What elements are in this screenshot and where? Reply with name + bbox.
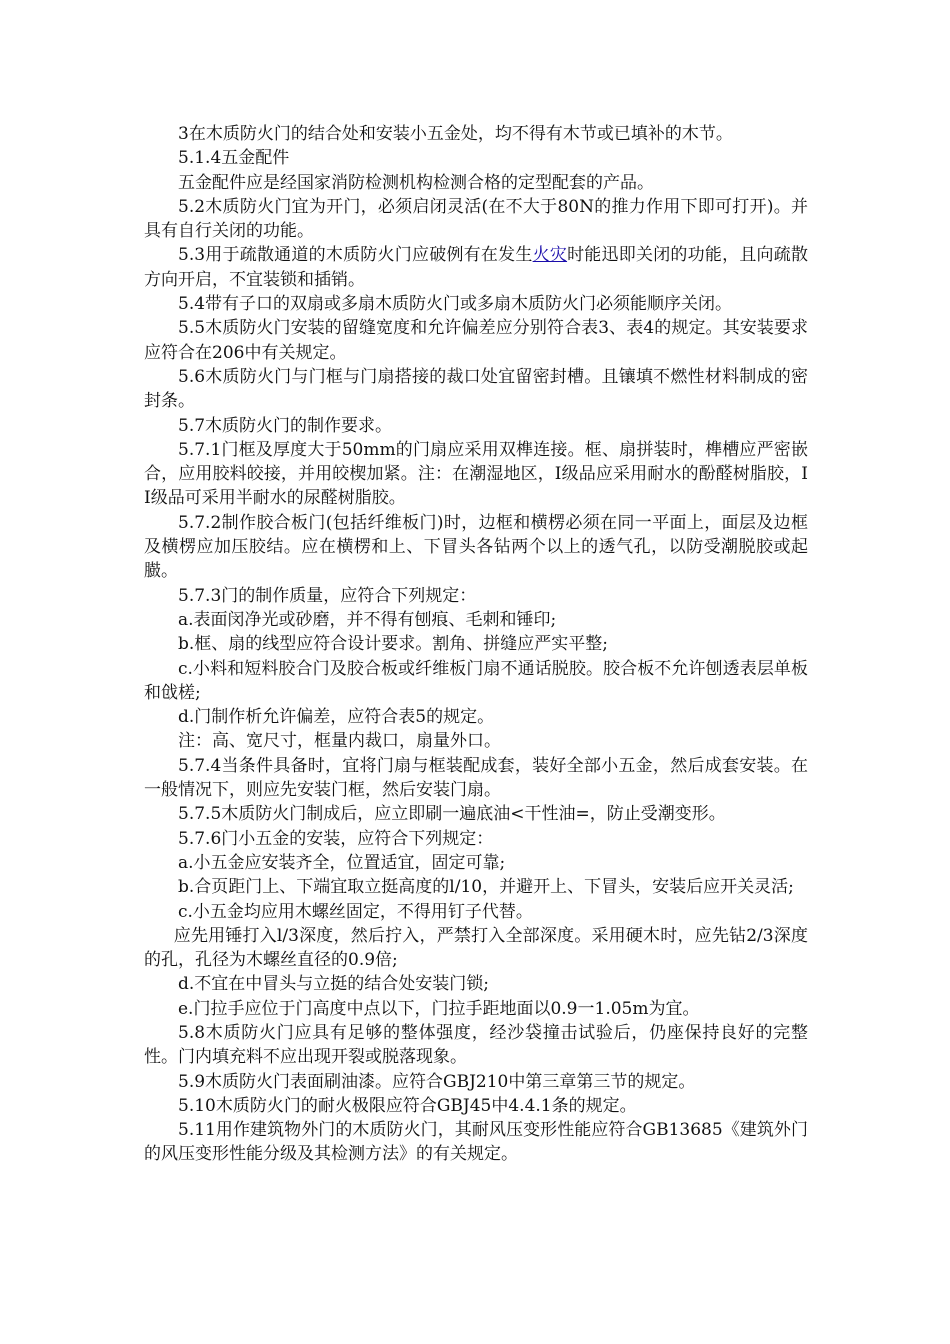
paragraph: 5.2木质防火门宜为开门，必须启闭灵活(在不大于80N的推力作用下即可打开)。并具有自行关闭的功能。: [144, 196, 808, 242]
list-item: b.合页距门上、下端宜取立挺高度的l/10，并避开上、下冒头，安装后应开关灵活;: [178, 877, 794, 898]
list-item: d.不宜在中冒头与立挺的结合处安装门锁;: [178, 974, 490, 995]
list-item: c.小料和短料胶合门及胶合板或纤维板门扇不通话脱胶。胶合板不允许刨透表层单板和戗槎;: [144, 658, 808, 703]
paragraph: 5.7.5木质防火门制成后，应立即刷一遍底油<干性油=，防止受潮变形。: [178, 804, 726, 825]
paragraph-text: 5.3用于疏散通道的木质防火门应破例有在发生: [178, 245, 533, 266]
list-item: a.表面闵净光或砂磨，并不得有刨痕、毛刺和锤印;: [178, 609, 557, 630]
list-item: b.框、扇的线型应符合设计要求。割角、拼缝应严实平整;: [178, 634, 609, 655]
paragraph: 5.7.3门的制作质量，应符合下列规定：: [178, 585, 477, 606]
document-body: [144, 122, 808, 1167]
paragraph: 5.11用作建筑物外门的木质防火门，其耐风压变形性能应符合GB13685《建筑外门的风压变形性能分级及其检测方法》的有关规定。: [144, 1120, 808, 1165]
list-item: d.门制作析允许偏差，应符合表5的规定。: [178, 707, 495, 728]
paragraph: 5.4带有子口的双扇或多扇木质防火门或多扇木质防火门必须能顺序关闭。: [178, 294, 733, 315]
list-item: c.小五金均应用木螺丝固定，不得用钉子代替。: [178, 901, 533, 922]
paragraph: 5.7.2制作胶合板门(包括纤维板门)时，边框和横楞必须在同一平面上，面层及边框及横楞应加压胶结。应在横楞和上、下冒头各钻两个以上的透气孔，以防受潮脱胶或起臌。: [144, 512, 808, 582]
paragraph: 五金配件应是经国家消防检测机构检测合格的定型配套的产品。: [178, 172, 654, 193]
paragraph: 5.6木质防火门与门框与门扇搭接的裁口处宜留密封槽。且镶填不燃性材料制成的密封条。: [144, 366, 808, 412]
list-item: a.小五金应安装齐全，位置适宜，固定可靠;: [178, 852, 506, 873]
paragraph: 5.9木质防火门表面刷油漆。应符合GBJ210中第三章第三节的规定。: [178, 1071, 696, 1092]
paragraph: 5.7.4当条件具备时，宜将门扇与框装配成套，装好全部小五金，然后成套安装。在一般情况下，则应先安装门框，然后安装门扇。: [144, 755, 808, 801]
section-heading: 5.1.4五金配件: [178, 148, 290, 169]
fire-link[interactable]: 火灾: [532, 245, 568, 266]
paragraph: 5.8木质防火门应具有足够的整体强度，经沙袋撞击试验后，仍座保持良好的完整性。门内填充料不应出现开裂或脱落现象。: [144, 1022, 808, 1068]
paragraph: 5.7木质防火门的制作要求。: [178, 415, 393, 436]
paragraph: 5.7.1门框及厚度大于50mm的门扇应采用双榫连接。框、扇拼装时，榫槽应严密嵌合，应用胶料皎接，并用皎楔加紧。注：在潮湿地区，I级品应采用耐水的酚醛树脂胶，II级品可采用半耐水的尿醛树脂胶。: [144, 439, 808, 509]
note: 注：高、宽尺寸，框量内裁口，扇量外口。: [178, 731, 501, 752]
paragraph: 5.10木质防火门的耐火极限应符合GBJ45中4.4.1条的规定。: [178, 1095, 637, 1116]
paragraph: 应先用锤打入l/3深度，然后拧入，严禁打入全部深度。采用硬木时，应先钻2/3深度的孔，孔径为木螺丝直径的0.9倍;: [144, 925, 808, 971]
paragraph-with-link: [144, 243, 808, 292]
paragraph: 5.5木质防火门安装的留缝宽度和允许偏差应分别符合表3、表4的规定。其安装要求应符合在206中有关规定。: [144, 318, 808, 363]
paragraph: 3在木质防火门的结合处和安装小五金处，均不得有木节或已填补的木节。: [178, 124, 733, 144]
paragraph-text: 时能迅即关闭的功能，且向疏散方向开启，不宜装锁和插销。: [144, 245, 809, 290]
list-item: e.门拉手应位于门高度中点以下，门拉手距地面以0.9一1.05m为宜。: [178, 998, 700, 1019]
paragraph: 5.7.6门小五金的安装，应符合下列规定：: [178, 828, 494, 849]
